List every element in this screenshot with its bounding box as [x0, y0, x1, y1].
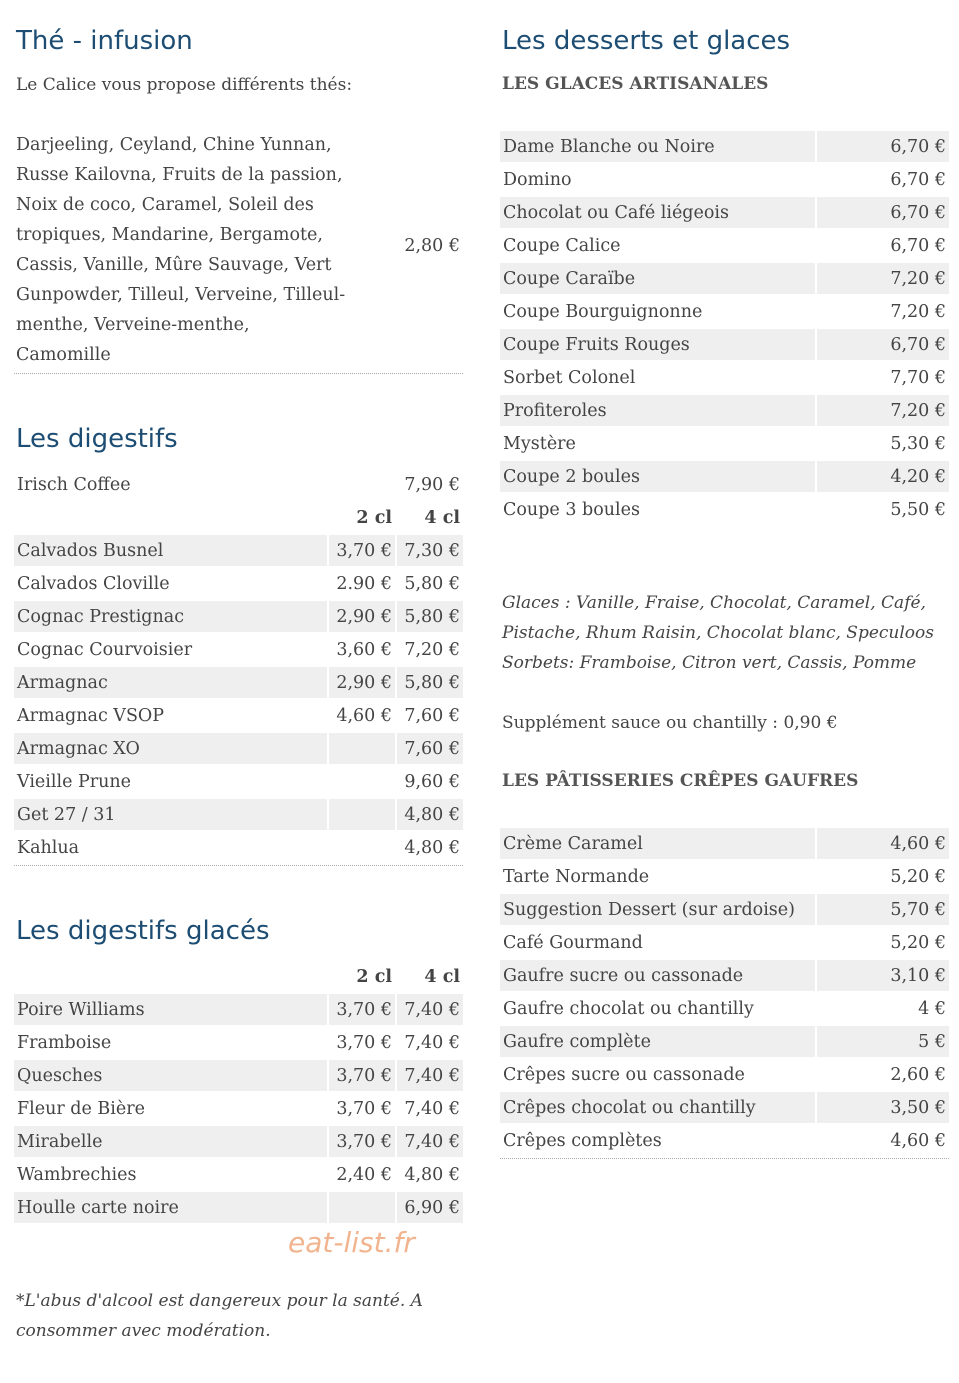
table-row: Mirabelle 3,70 € 7,40 €	[14, 1126, 463, 1159]
table-row: Armagnac VSOP 4,60 € 7,60 €	[14, 700, 463, 733]
tea-title: Thé - infusion	[16, 26, 193, 56]
table-row: Coupe Calice 6,70 €	[500, 230, 949, 263]
glaces-subtitle: LES GLACES ARTISANALES	[502, 74, 769, 94]
desserts-title: Les desserts et glaces	[502, 26, 791, 56]
col-4cl: 4 cl	[395, 961, 463, 994]
table-row: Profiteroles 7,20 €	[500, 395, 949, 428]
tea-list: Darjeeling, Ceyland, Chine Yunnan, Russe Kailovna, Fruits de la passion, Noix de coco, Caramel, Soleil des tropiques, Mandarine, Bergamote, Cassis, Vanille, Mûre Sauvage, Vert Gunpowder, Tilleul, Verveine, Tilleul-menthe, Verveine-menthe, Camomille	[16, 135, 346, 365]
item-price: 7,90 €	[395, 469, 463, 502]
table-row	[14, 469, 463, 502]
divider	[500, 1158, 949, 1159]
table-row: Coupe 2 boules 4,20 €	[500, 461, 949, 494]
table-row: Calvados Cloville 2.90 € 5,80 €	[14, 568, 463, 601]
table-row: Chocolat ou Café liégeois 6,70 €	[500, 197, 949, 230]
flavors-line-3: Sorbets: Framboise, Citron vert, Cassis, Pomme	[502, 653, 917, 673]
table-row: Calvados Busnel 3,70 € 7,30 €	[14, 535, 463, 568]
table-row: Coupe Fruits Rouges 6,70 €	[500, 329, 949, 362]
table-row: Crème Caramel 4,60 €	[500, 828, 949, 861]
col-2cl: 2 cl	[327, 502, 395, 535]
supplement: Supplément sauce ou chantilly : 0,90 €	[502, 713, 838, 733]
table-row: Framboise 3,70 € 7,40 €	[14, 1027, 463, 1060]
divider	[14, 373, 463, 374]
table-row: Mystère 5,30 €	[500, 428, 949, 461]
table-row: Fleur de Bière 3,70 € 7,40 €	[14, 1093, 463, 1126]
table-row: Gaufre complète 5 €	[500, 1026, 949, 1059]
table-row: Wambrechies 2,40 € 4,80 €	[14, 1159, 463, 1192]
table-header	[14, 961, 463, 994]
table-row: Cognac Prestignac 2,90 € 5,80 €	[14, 601, 463, 634]
table-row: Cognac Courvoisier 3,60 € 7,20 €	[14, 634, 463, 667]
alcohol-warning: *L'abus d'alcool est dangereux pour la santé. A consommer avec modération.	[16, 1291, 423, 1341]
table-row: Café Gourmand 5,20 €	[500, 927, 949, 960]
table-row: Gaufre chocolat ou chantilly 4 €	[500, 993, 949, 1026]
digestifs-glaces-table	[14, 961, 463, 1225]
glaces-table	[500, 131, 949, 527]
table-row: Tarte Normande 5,20 €	[500, 861, 949, 894]
table-row: Sorbet Colonel 7,70 €	[500, 362, 949, 395]
flavors-line-2: Pistache, Rhum Raisin, Chocolat blanc, Speculoos	[502, 623, 934, 643]
table-row: Quesches 3,70 € 7,40 €	[14, 1060, 463, 1093]
table-row: Coupe Caraïbe 7,20 €	[500, 263, 949, 296]
table-row: Gaufre sucre ou cassonade 3,10 €	[500, 960, 949, 993]
patisseries-subtitle: LES PÂTISSERIES CRÊPES GAUFRES	[502, 771, 859, 791]
tea-price: 2,80 €	[404, 236, 460, 256]
table-row: Domino 6,70 €	[500, 164, 949, 197]
table-row: Kahlua 4,80 €	[14, 832, 463, 865]
digestifs-table	[14, 469, 463, 865]
table-row: Armagnac XO 7,60 €	[14, 733, 463, 766]
flavors-line-1: Glaces : Vanille, Fraise, Chocolat, Caramel, Café,	[502, 593, 926, 613]
table-row: Houlle carte noire 6,90 €	[14, 1192, 463, 1225]
table-row: Dame Blanche ou Noire 6,70 €	[500, 131, 949, 164]
col-2cl: 2 cl	[327, 961, 395, 994]
digestifs-glaces-title: Les digestifs glacés	[16, 916, 270, 946]
digestifs-title: Les digestifs	[16, 424, 178, 454]
table-row: Get 27 / 31 4,80 €	[14, 799, 463, 832]
patisseries-table	[500, 828, 949, 1158]
table-row: Coupe 3 boules 5,50 €	[500, 494, 949, 527]
col-4cl: 4 cl	[395, 502, 463, 535]
table-row: Crêpes chocolat ou chantilly 3,50 €	[500, 1092, 949, 1125]
table-row: Crêpes complètes 4,60 €	[500, 1125, 949, 1158]
table-header	[14, 502, 463, 535]
table-row: Armagnac 2,90 € 5,80 €	[14, 667, 463, 700]
watermark: eat-list.fr	[288, 1226, 415, 1259]
table-row: Vieille Prune 9,60 €	[14, 766, 463, 799]
table-row: Coupe Bourguignonne 7,20 €	[500, 296, 949, 329]
tea-intro: Le Calice vous propose différents thés:	[16, 75, 353, 95]
divider	[14, 865, 463, 866]
table-row: Suggestion Dessert (sur ardoise) 5,70 €	[500, 894, 949, 927]
item-name: Irisch Coffee	[14, 469, 327, 502]
table-row: Crêpes sucre ou cassonade 2,60 €	[500, 1059, 949, 1092]
table-row: Poire Williams 3,70 € 7,40 €	[14, 994, 463, 1027]
